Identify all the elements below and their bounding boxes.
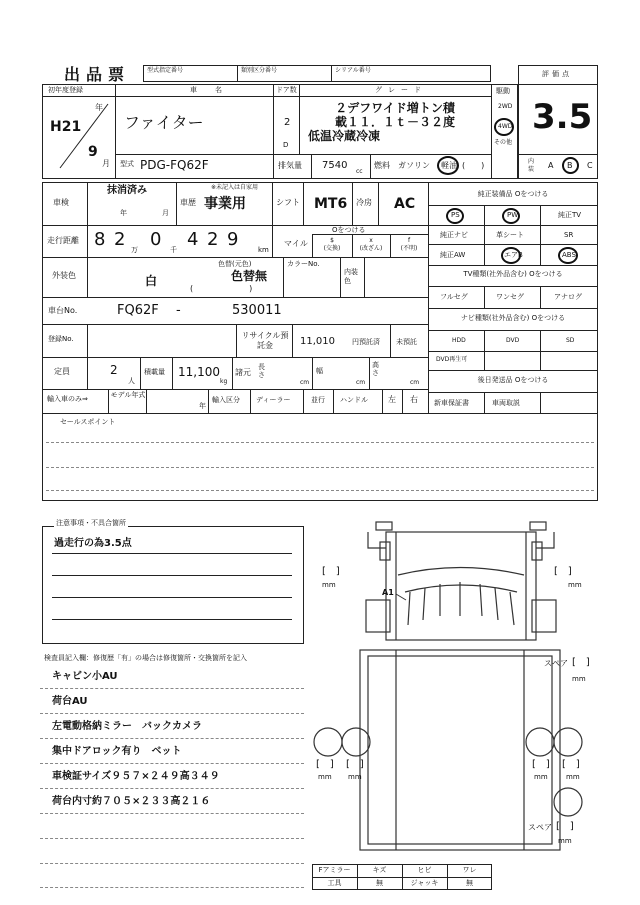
fuel-diesel: 軽油	[441, 161, 457, 170]
footer-ware: ワレ	[462, 866, 477, 874]
width-cm: cm	[356, 379, 366, 386]
shaken-value: 抹消済み	[107, 185, 147, 196]
regno-label: 登録No.	[48, 335, 74, 343]
mileage-digit-3: 0	[150, 229, 162, 250]
footer-hibi: ヒビ	[417, 866, 432, 874]
doors-label: ドア数	[276, 86, 297, 94]
first-reg-label: 初年度登録	[48, 86, 83, 94]
drive-4wd-circle	[494, 118, 514, 136]
meter-note: Oをつける	[332, 226, 366, 234]
sales-point-label: セールスポイント	[60, 418, 116, 426]
serial-box: シリアル番号	[331, 65, 491, 82]
footer-tools: 工具	[327, 879, 342, 887]
grade-label: グレード	[375, 86, 427, 94]
form-title: 出品票	[64, 65, 131, 84]
km-unit: km	[258, 246, 269, 254]
equip-tv: 純正TV	[558, 211, 582, 219]
footer-fmirror: Fアミラー	[318, 866, 351, 874]
chassis-prefix: FQ62F	[117, 303, 159, 318]
car-name: ファイター	[124, 113, 204, 132]
tv-fullseg: フルセグ	[440, 293, 468, 301]
interior-b: B	[567, 161, 573, 170]
mile-label: マイル	[284, 239, 308, 248]
after-title: 後日発送品 Oをつける	[477, 376, 549, 384]
displacement-value: 7540	[322, 160, 348, 171]
mileage-label: 走行距離	[47, 236, 79, 245]
color-change: 色替無	[231, 269, 268, 283]
rr-mm-2: mm	[566, 773, 580, 781]
footer-jack: ジャッキ	[410, 879, 439, 887]
footer-kizu: キズ	[372, 866, 387, 874]
class-box: 類別区分番号	[237, 65, 332, 82]
colorno-label: カラーNo.	[287, 260, 320, 268]
color-label: 外装色	[52, 271, 76, 280]
model-year-label: モデル年式	[110, 391, 146, 399]
capacity-unit: 人	[128, 377, 135, 385]
dealer-label: ディーラー	[256, 396, 291, 404]
mileage-digit-1: 8	[94, 229, 106, 250]
recycle-label: リサイクル預託金	[241, 331, 289, 350]
grade-line-1: ２デフワイド増トン積	[335, 101, 455, 115]
doors-sub: D	[283, 141, 289, 149]
damage-a1: A1	[382, 588, 394, 597]
sen-unit: 千	[170, 246, 177, 254]
interior-label: 内装	[528, 158, 535, 173]
meter-exchange: $ (交換)	[323, 237, 341, 252]
meter-tamper: x (改ざん)	[359, 237, 383, 252]
height-cm: cm	[410, 379, 420, 386]
history-note: ※未記入は自家用	[211, 184, 259, 191]
rl-mm-2: mm	[348, 773, 362, 781]
equip-sr: SR	[564, 231, 574, 239]
rl-bracket-2: [ ]	[346, 759, 364, 770]
cc-unit: cc	[356, 168, 363, 175]
shaken-label: 車検	[53, 198, 69, 207]
inspector-line-1: キャビン小AU	[52, 671, 118, 682]
load-value: 11,100	[178, 365, 220, 379]
equip-ps-circle	[446, 208, 464, 224]
shaken-month: 月	[162, 209, 169, 217]
after-manual: 車両取説	[492, 399, 520, 407]
mileage-digit-5: 2	[207, 229, 219, 250]
displacement-label: 排気量	[278, 161, 302, 170]
import-label: 輸入車のみ⇒	[47, 395, 88, 403]
navi-dvd-play: DVD再生可	[436, 356, 468, 363]
caution-line-1: 過走行の為3.5点	[54, 538, 132, 549]
first-reg-year: H21	[50, 119, 82, 135]
doors-value: 2	[284, 117, 291, 128]
fuel-diesel-circle	[437, 156, 459, 175]
interior-c: C	[587, 161, 593, 170]
man-unit: 万	[131, 246, 138, 254]
color-value: 白	[145, 274, 158, 288]
ac-value: AC	[394, 196, 416, 212]
mileage-digit-6: 9	[227, 229, 239, 250]
inspector-line-3: 左電動格納ミラー バックカメラ	[52, 721, 202, 732]
footer-jack-value: 無	[466, 879, 473, 887]
dims-label: 諸元	[235, 368, 251, 377]
month-unit: 月	[102, 159, 110, 168]
sales-point-box	[42, 413, 598, 501]
chassis-label: 車台No.	[48, 306, 78, 315]
navi-title: ナビ種類(社外品含む) Oをつける	[460, 314, 566, 322]
equip-abs: ABS	[562, 251, 576, 259]
load-unit: kg	[220, 378, 228, 385]
ac-label: 冷房	[356, 198, 372, 207]
capacity-label: 定員	[54, 367, 70, 376]
len-label: 長さ	[258, 363, 265, 379]
shift-label: シフト	[276, 198, 300, 207]
grade-line-2: 載１１．１ｔ－３２度	[334, 115, 455, 129]
tl-mm: mm	[322, 581, 336, 589]
navi-dvd: DVD	[506, 337, 520, 344]
color-orig-label: 色替(元色)	[218, 260, 252, 268]
tv-title: TV種類(社外品含む) Oをつける	[463, 270, 563, 278]
after-warranty: 新車保証書	[434, 399, 469, 407]
capacity-value: 2	[110, 363, 118, 377]
tl-bracket: [ ]	[322, 566, 340, 577]
type-value: PDG-FQ62F	[140, 158, 209, 172]
drive-4wd: 4WD	[498, 123, 513, 130]
interior-a: A	[548, 161, 554, 170]
recycle-not: 未預託	[396, 338, 417, 346]
parallel-label: 並行	[311, 396, 325, 404]
type-label: 型式	[120, 160, 134, 168]
shift-value: MT6	[314, 196, 348, 212]
width-label: 幅	[316, 367, 323, 375]
fuel-gasoline: ガソリン	[398, 161, 430, 170]
eval-score: 3.5	[532, 97, 593, 137]
spare-bracket-2: [ ]	[556, 821, 574, 832]
drive-label: 駆動	[496, 87, 510, 95]
mileage-digit-2: 2	[114, 229, 126, 250]
equip-navi: 純正ナビ	[440, 231, 468, 239]
height-label: 高さ	[372, 361, 379, 377]
drive-2wd: 2WD	[498, 103, 513, 110]
spare-label-1: スペア	[544, 659, 568, 668]
chassis-dash: -	[176, 303, 181, 318]
handle-left: 左	[388, 395, 396, 404]
model-year-unit: 年	[199, 402, 206, 410]
rl-mm-1: mm	[318, 773, 332, 781]
interior-b-circle	[562, 157, 579, 174]
navi-hdd: HDD	[452, 337, 466, 344]
rr-mm-1: mm	[534, 773, 548, 781]
inspector-line-2: 荷台AU	[52, 696, 88, 707]
meter-unknown: f (不明)	[400, 237, 418, 252]
shaken-year: 年	[120, 209, 127, 217]
history-value: 事業用	[204, 196, 246, 212]
tv-analog: アナログ	[554, 293, 582, 301]
spare-bracket-1: [ ]	[572, 657, 590, 668]
mileage-digit-4: 4	[187, 229, 199, 250]
interior-color-label: 内装色	[344, 268, 358, 285]
equip-airbag-circle	[501, 247, 521, 264]
recycle-value: 11,010	[300, 336, 335, 347]
equip-aw: 純正AW	[440, 251, 466, 259]
load-label: 積載量	[144, 368, 165, 376]
navi-sd: SD	[566, 337, 575, 344]
tr-bracket: [ ]	[554, 566, 572, 577]
caution-label: 注意事項・不具合箇所	[56, 519, 126, 527]
color-paren: ( )	[190, 284, 253, 293]
handle-label: ハンドル	[340, 396, 368, 404]
equip-pw-circle	[502, 208, 520, 224]
drive-other: その他	[494, 139, 513, 146]
recycle-unit: 円預託済	[352, 338, 380, 346]
first-reg-month: 9	[88, 144, 98, 160]
spare-mm-2: mm	[558, 837, 572, 845]
rl-bracket-1: [ ]	[316, 759, 334, 770]
equip-ps: PS	[451, 211, 460, 219]
history-label: 車歴	[180, 198, 196, 207]
spare-mm-1: mm	[572, 675, 586, 683]
len-cm: cm	[300, 379, 310, 386]
equip-title: 純正装備品 Oをつける	[477, 190, 549, 198]
equip-abs-circle	[558, 247, 578, 264]
footer-tools-value: 無	[376, 879, 383, 887]
tv-oneseg: ワンセグ	[496, 293, 524, 301]
equip-pw: PW	[507, 211, 519, 219]
inspector-line-5: 車検証サイズ９５７×２４９高３４９	[52, 771, 220, 782]
rr-bracket-2: [ ]	[562, 759, 580, 770]
equip-leather: 革シート	[496, 231, 524, 239]
inspector-line-6: 荷台内寸約７０５×２３３高２１６	[52, 796, 211, 807]
spare-label-2: スペア	[528, 823, 552, 832]
tr-mm: mm	[568, 581, 582, 589]
grade-line-3: 低温冷蔵冷凍	[308, 129, 381, 143]
eval-label: 評価点	[542, 70, 572, 78]
handle-right: 右	[410, 395, 418, 404]
rr-bracket-1: [ ]	[532, 759, 550, 770]
import-type-label: 輸入区分	[212, 396, 240, 404]
year-unit: 年	[95, 103, 103, 112]
equip-airbag: エアB	[504, 251, 523, 259]
fuel-label: 燃料	[374, 161, 390, 170]
inspector-line-4: 集中ドアロック有り ベット	[52, 746, 182, 757]
chassis-num: 530011	[232, 303, 282, 318]
inspector-label: 検査員記入欄：修復歴「有」の場合は修復箇所・交換箇所を記入	[44, 654, 247, 662]
car-name-label: 車名	[190, 86, 240, 94]
model-cert-box: 型式指定番号	[143, 65, 238, 82]
fuel-paren: ( )	[462, 161, 485, 170]
